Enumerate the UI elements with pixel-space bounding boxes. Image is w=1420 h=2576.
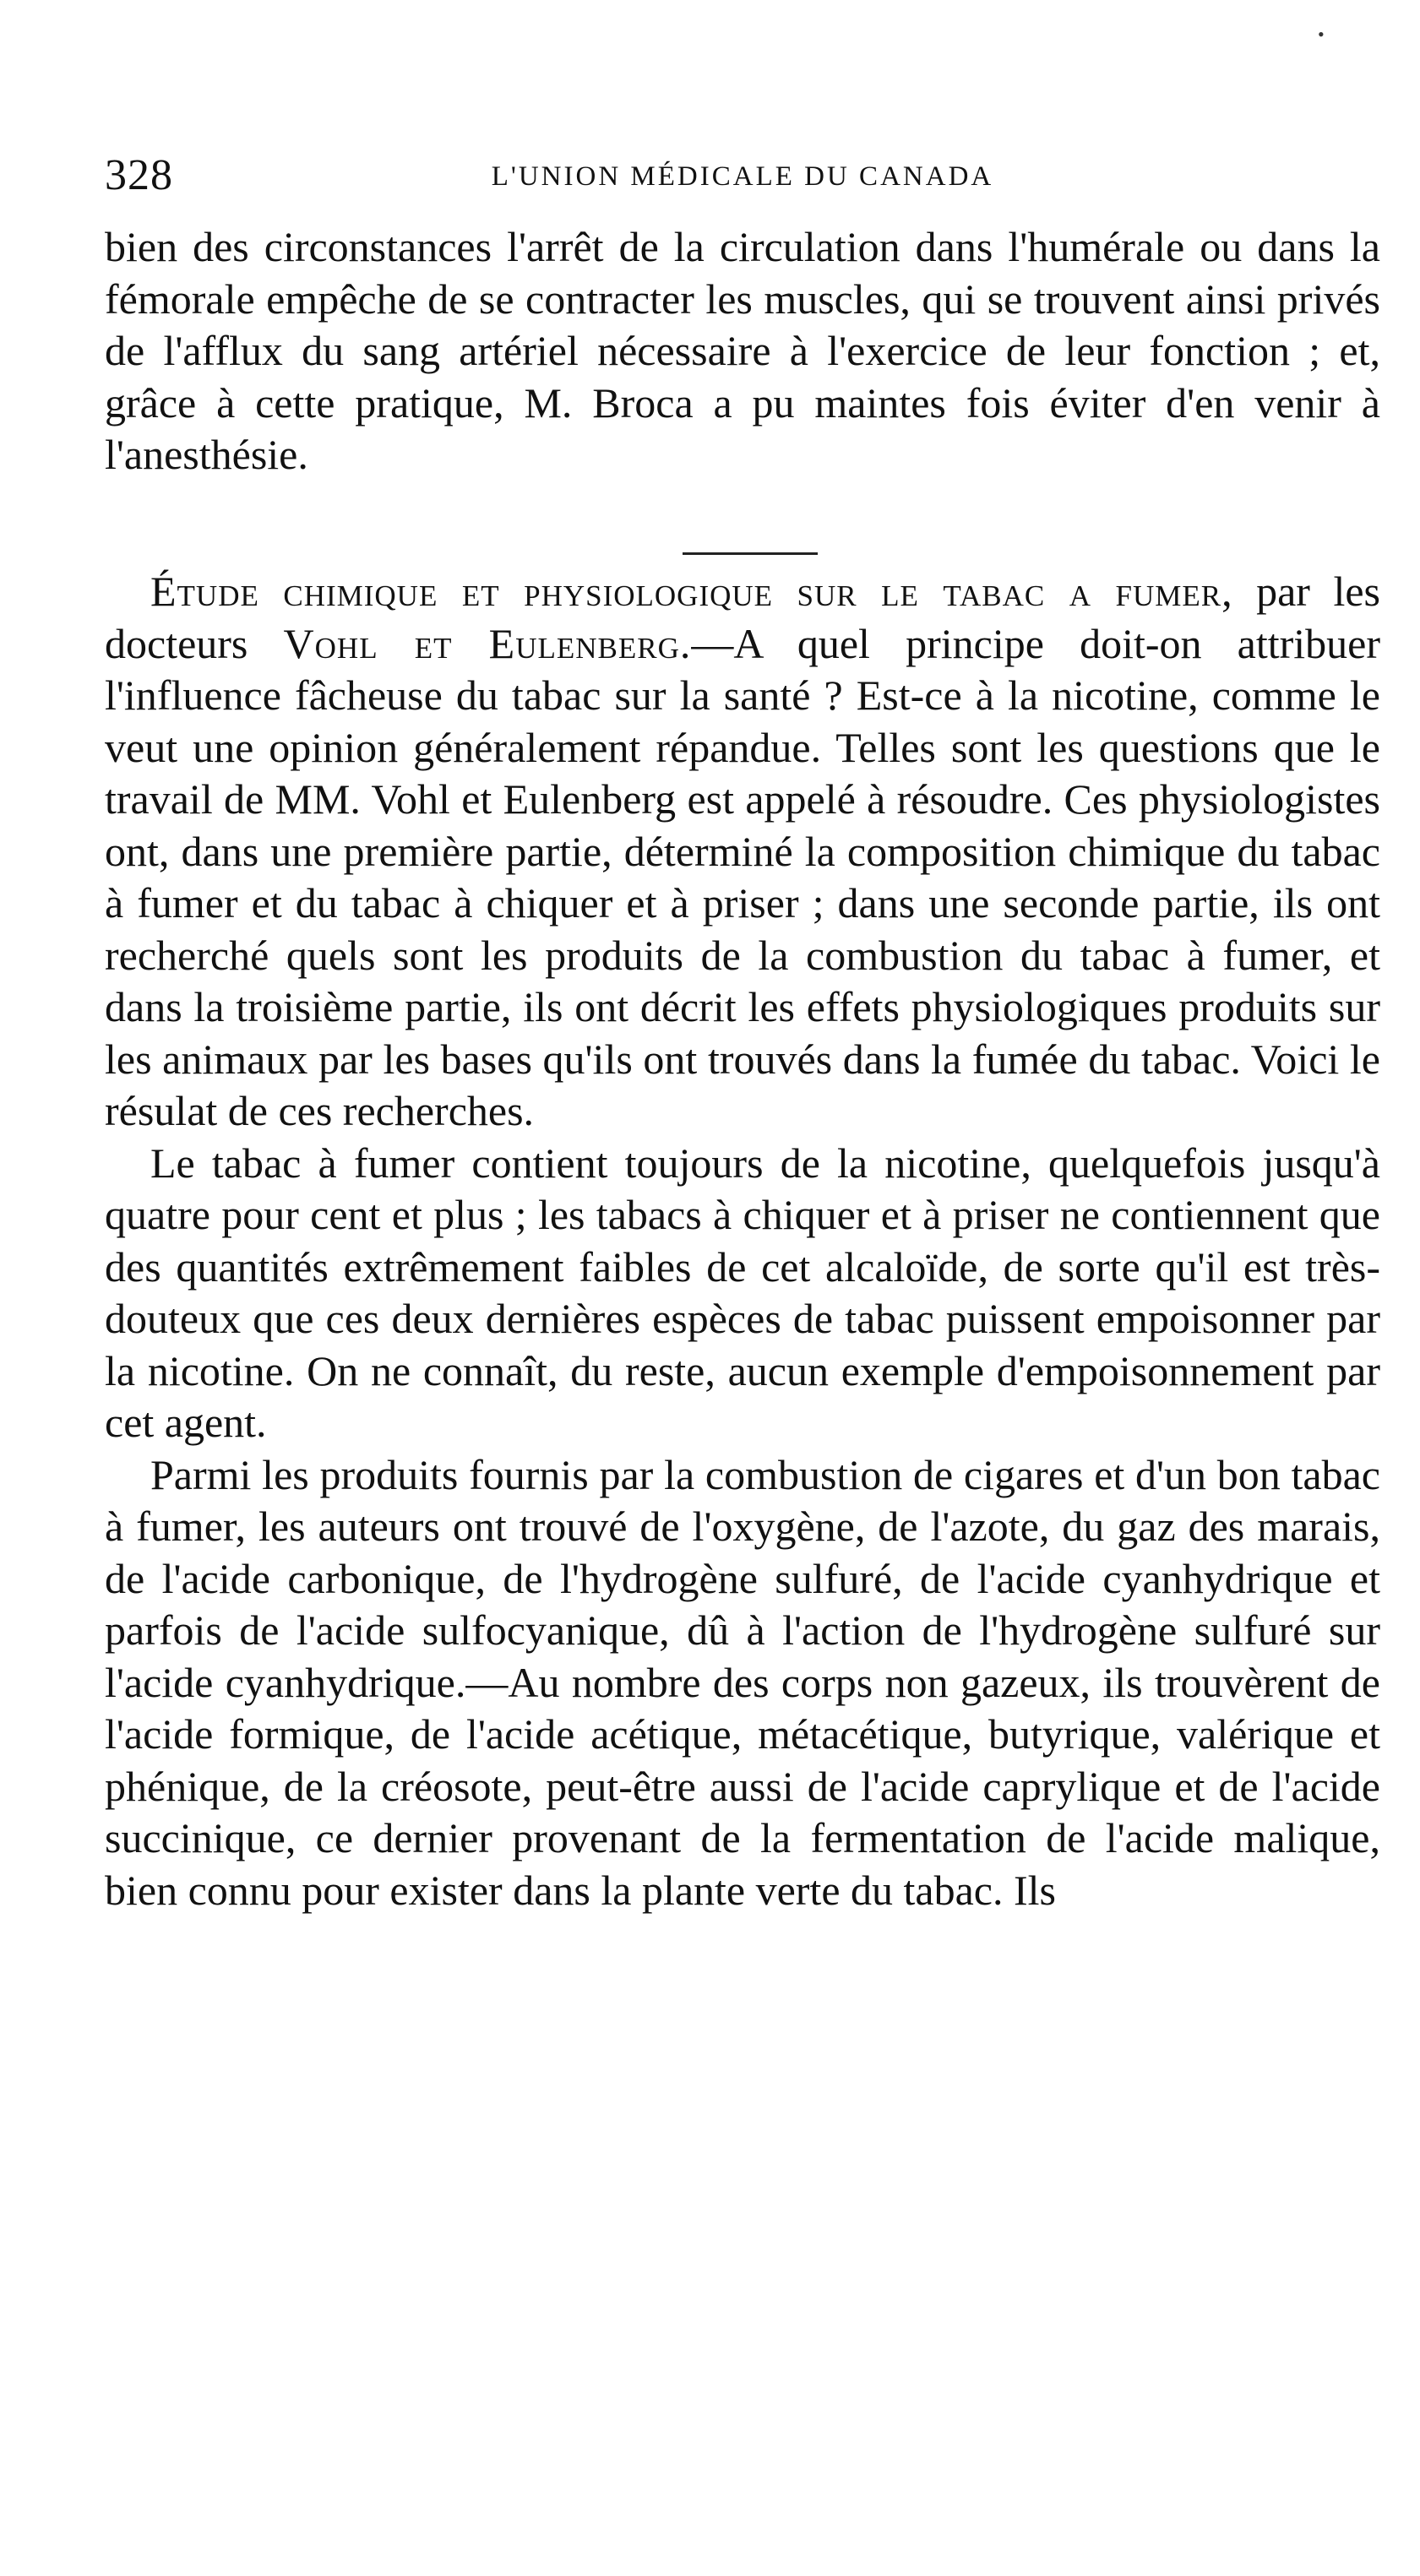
page-header [105, 150, 1380, 201]
page-number: 328 [105, 151, 173, 199]
article-body: —A quel principe doit-on attribuer l'influence fâcheuse du tabac sur la santé ? Est-ce à la nicotine, comme le veut une opinion généralement répandue. Telles sont les questions que le travail de MM. Vohl et Eulenberg est appelé à résoudre. Ces physiologistes ont, dans une première partie, déterminé la composition chimique du tabac à fumer et du tabac à chiquer et à priser ; dans une seconde partie, ils ont recherché quels sont les produits de la combustion du tabac à fumer, et dans la troisième partie, ils ont décrit les effets physiologiques produits sur les animaux par les bases qu'ils ont trouvés dans la fumée du tabac. Voici le résulat de ces recherches. [105, 619, 1381, 1134]
stray-mark: • [1318, 24, 1325, 45]
paragraph-text: bien des circonstances l'arrêt de la circulation dans l'humérale ou dans la fémorale empêche de se contracter les muscles, qui se trouvent ainsi privés de l'afflux du sang artériel nécessaire à l'exercice de leur fonction ; et, grâce à cette pratique, M. Broca a pu maintes fois éviter d'en venir à l'anesthésie. [105, 223, 1380, 478]
running-title: L'UNION MÉDICALE DU CANADA [491, 161, 994, 192]
paragraph-combustion-products: Parmi les produits fournis par la combustion de cigares et d'un bon tabac à fumer, les auteurs ont trouvé de l'oxygène, de l'azote, du gaz des marais, de l'acide carbonique, de l'hydrogène sulfuré, de l'acide cyanhydrique et parfois de l'acide sulfocyanique, dû à l'action de l'hydrogène sulfuré sur l'acide cyanhydrique.—Au nombre des corps non gazeux, ils trouvèrent de l'acide formique, de l'acide acétique, métacétique, butyrique, valérique et phénique, de la créosote, peut-être aussi de l'acide caprylique et de l'acide succinique, ce dernier provenant de la fermentation de l'acide malique, bien connu pour exister dans la plante verte du tabac. Ils [105, 1450, 1380, 1914]
continuation-paragraph [105, 221, 1380, 481]
article-paragraph [105, 566, 1380, 1138]
article-section [105, 566, 1380, 1916]
article-title: Étude chimique et physiologique sur le tabac a fumer, [150, 568, 1233, 615]
article-byline-prefix: par les docteurs [105, 568, 1380, 667]
section-divider [683, 552, 818, 555]
article-authors: Vohl et Eulenberg. [283, 619, 692, 667]
paragraph-nicotine: Le tabac à fumer contient toujours de la nicotine, quelquefois jusqu'à quatre pour cent et plus ; les tabacs à chiquer et à priser ne contiennent que des quantités extrêmement faibles de cet alcaloïde, de sorte qu'il est très-douteux que ces deux dernières espèces de tabac puissent empoisonner par la nicotine. On ne connaît, du reste, aucun exemple d'empoisonnement par cet agent. [105, 1139, 1380, 1446]
